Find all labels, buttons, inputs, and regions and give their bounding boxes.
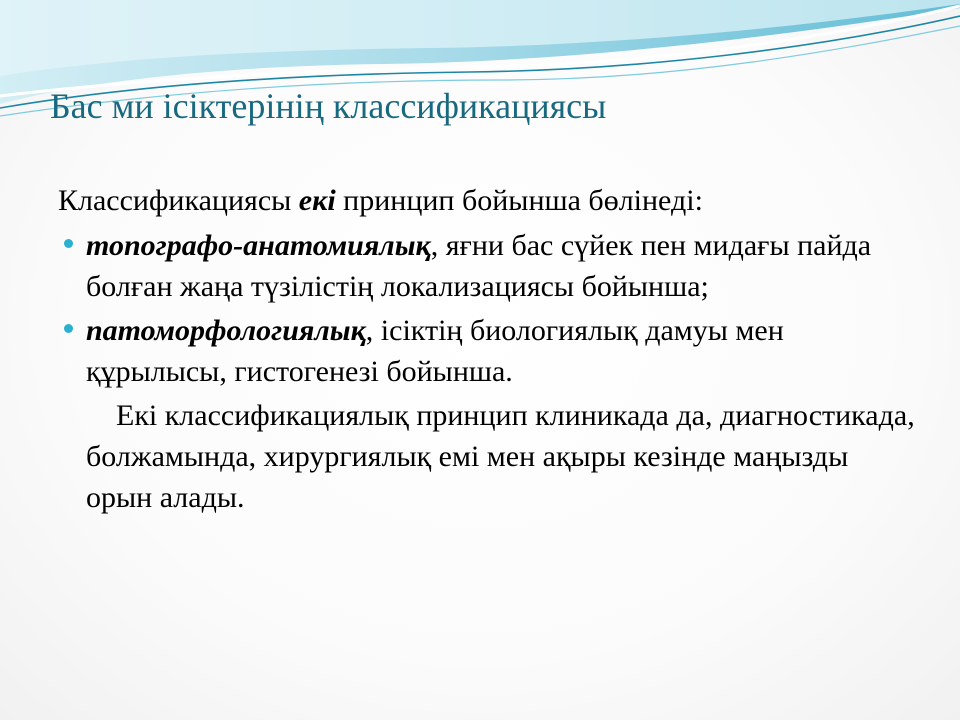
intro-text-start: Классификациясы	[58, 184, 299, 217]
intro-text-end: принцип бойынша бөлінеді:	[335, 184, 703, 217]
slide-title: Бас ми ісіктерінің классификациясы	[50, 86, 607, 126]
bullet-text: , яғни бас сүйек пен мидағы пайда болған жаңа түзілістің локализациясы бойынша;	[86, 229, 872, 303]
closing-paragraph: Екі классификациялық принцип клиникада да, диагностикада, болжамында, хирургиялық емі мен ақыры кезінде маңызды орын алады.	[86, 399, 915, 514]
bullet-item-pathomorphological	[58, 310, 918, 392]
bullet-dot-icon	[64, 324, 73, 333]
intro-emphasis: екі	[298, 184, 336, 217]
bullet-term: патоморфологиялық	[86, 314, 366, 347]
bullet-item-topographic	[58, 225, 918, 307]
slide-body	[58, 180, 918, 518]
bullet-term: топографо-анатомиялық	[86, 229, 431, 262]
bullet-dot-icon	[64, 239, 73, 248]
intro-line	[58, 180, 918, 221]
bullet-text: , ісіктің биологиялық дамуы мен құрылысы, гистогенезі бойынша.	[86, 314, 784, 388]
